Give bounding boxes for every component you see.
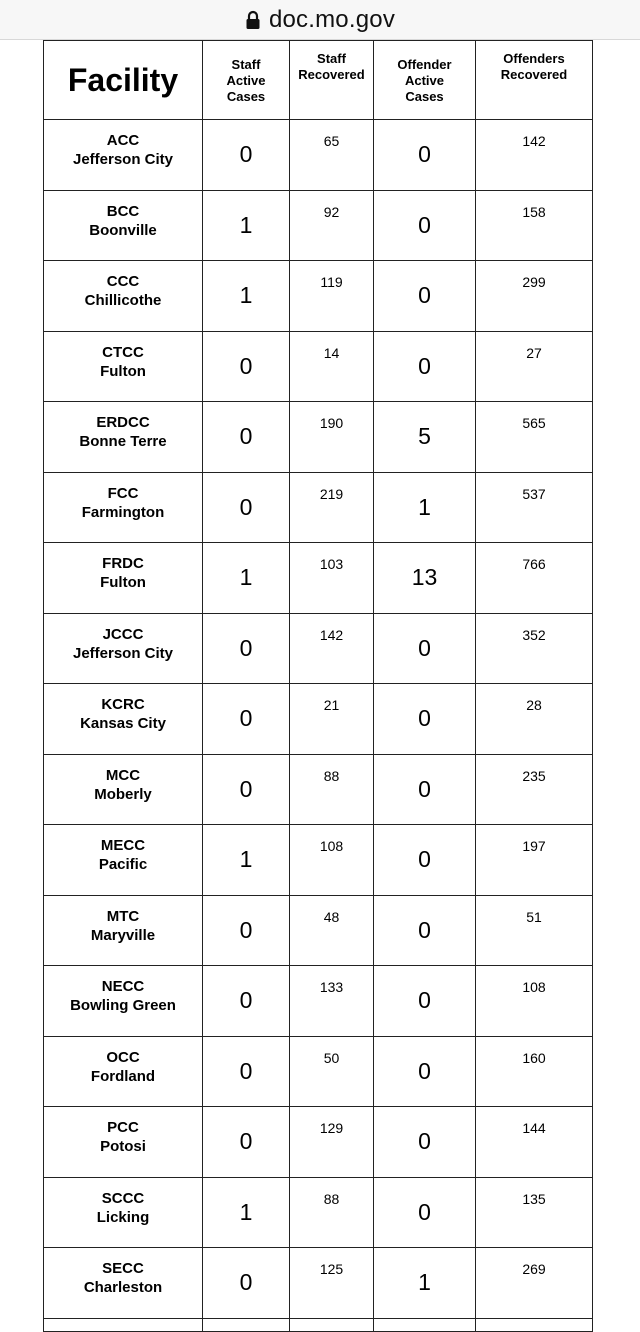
staff-recovered-cell: 133	[290, 966, 374, 1037]
facility-code: SCCC	[101, 1189, 145, 1207]
offenders-recovered-cell: 108	[476, 966, 593, 1037]
facility-city: Jefferson City	[72, 644, 174, 662]
staff-active-cases-cell: 0	[203, 1248, 290, 1319]
facility-code: MCC	[105, 766, 141, 784]
staff-recovered-cell: 125	[290, 1248, 374, 1319]
facility-cell	[44, 543, 203, 614]
offender-active-cases-cell: 0	[374, 684, 476, 755]
facility-cell	[44, 331, 203, 402]
offender-active-cases-cell: 1	[374, 1248, 476, 1319]
staff-recovered-cell: 129	[290, 1107, 374, 1178]
staff-recovered-cell: 92	[290, 190, 374, 261]
staff-recovered-cell: 88	[290, 754, 374, 825]
staff-active-cases-cell: 0	[203, 120, 290, 191]
table-row	[44, 402, 593, 473]
lock-icon	[245, 10, 261, 30]
table-row	[44, 1177, 593, 1248]
offender-active-cases-cell: 0	[374, 331, 476, 402]
table-row	[44, 1036, 593, 1107]
staff-active-cases-cell: 1	[203, 825, 290, 896]
staff-active-cases-cell: 1	[203, 261, 290, 332]
offender-active-cases-cell: 5	[374, 402, 476, 473]
facility-code: ACC	[106, 132, 140, 149]
facility-city: Pacific	[98, 856, 148, 873]
facility-cell	[44, 472, 203, 543]
staff-active-cases-cell: 1	[203, 543, 290, 614]
facility-code: FRDC	[102, 555, 144, 572]
staff-active-cases-cell: 0	[203, 402, 290, 473]
facility-code: BCC	[106, 202, 140, 220]
facility-cell	[44, 895, 203, 966]
staff-active-cases-cell: 0	[203, 966, 290, 1037]
facility-code: CTCC	[102, 343, 144, 361]
table-row	[44, 966, 593, 1037]
header-staff-active-cases: Staff Active Cases	[203, 41, 290, 120]
table-row	[44, 120, 593, 191]
staff-recovered-cell: 119	[290, 261, 374, 332]
facility-code: FCC	[107, 484, 139, 502]
offender-active-cases-cell: 0	[374, 966, 476, 1037]
facility-cell	[44, 261, 203, 332]
table-row	[44, 825, 593, 896]
staff-recovered-cell: 14	[290, 331, 374, 402]
url-text: doc.mo.gov	[268, 5, 396, 33]
staff-active-cases-cell: 0	[203, 1107, 290, 1178]
facility-code: MECC	[100, 837, 146, 854]
facility-code: OCC	[106, 1048, 140, 1066]
staff-recovered-cell: 190	[290, 402, 374, 473]
table-body	[44, 120, 593, 1332]
offender-active-cases-cell: 0	[374, 754, 476, 825]
staff-active-cases-cell: 1	[203, 190, 290, 261]
offenders-recovered-cell: 144	[476, 1107, 593, 1178]
offenders-recovered-cell: 352	[476, 613, 593, 684]
table-row	[44, 754, 593, 825]
facility-city: Fordland	[90, 1067, 156, 1085]
facility-city: Licking	[96, 1208, 150, 1226]
header-offenders-recovered: Offenders Recovered	[476, 41, 593, 120]
staff-active-cases-cell: 0	[203, 754, 290, 825]
header-facility: Facility	[44, 41, 203, 120]
table-row	[44, 261, 593, 332]
facility-code: JCCC	[102, 625, 144, 643]
staff-active-cases-cell: 0	[203, 613, 290, 684]
offender-active-cases-cell: 0	[374, 190, 476, 261]
facility-city: Charleston	[83, 1279, 163, 1296]
offender-active-cases-cell: 0	[374, 895, 476, 966]
offenders-recovered-cell: 299	[476, 261, 593, 332]
offenders-recovered-cell: 197	[476, 825, 593, 896]
staff-recovered-cell: 219	[290, 472, 374, 543]
facility-city: Fulton	[100, 574, 146, 591]
staff-active-cases-cell: 0	[203, 331, 290, 402]
facility-city: Boonville	[89, 221, 157, 239]
staff-active-cases-cell: 0	[203, 895, 290, 966]
offender-active-cases-cell: 0	[374, 1036, 476, 1107]
offenders-recovered-cell: 28	[476, 684, 593, 755]
staff-active-cases-cell: 1	[203, 1177, 290, 1248]
staff-recovered-cell: 50	[290, 1036, 374, 1107]
table-row	[44, 331, 593, 402]
table-row	[44, 1248, 593, 1319]
staff-active-cases-cell: 0	[203, 472, 290, 543]
staff-active-cases-cell: 0	[203, 684, 290, 755]
facility-cell	[44, 825, 203, 896]
header-staff-recovered: Staff Recovered	[290, 41, 374, 120]
facility-cell	[44, 613, 203, 684]
facility-cell	[44, 120, 203, 191]
facility-code: CCC	[106, 273, 140, 290]
facility-code: PCC	[107, 1119, 139, 1136]
table-row	[44, 543, 593, 614]
facility-city: Kansas City	[80, 715, 166, 732]
facility-cases-table-container	[43, 40, 592, 1332]
facility-city: Potosi	[100, 1138, 146, 1155]
facility-cell	[44, 684, 203, 755]
facility-city: Fulton	[100, 362, 146, 380]
offenders-recovered-cell: 160	[476, 1036, 593, 1107]
facility-city: Maryville	[90, 926, 156, 944]
offenders-recovered-cell: 135	[476, 1177, 593, 1248]
offenders-recovered-cell: 27	[476, 331, 593, 402]
staff-active-cases-cell: 0	[203, 1036, 290, 1107]
offenders-recovered-cell: 142	[476, 120, 593, 191]
offender-active-cases-cell: 0	[374, 825, 476, 896]
facility-city: Farmington	[81, 503, 165, 521]
table-row	[44, 895, 593, 966]
offender-active-cases-cell: 1	[374, 472, 476, 543]
table-row	[44, 1107, 593, 1178]
staff-recovered-cell: 21	[290, 684, 374, 755]
staff-recovered-cell: 103	[290, 543, 374, 614]
staff-recovered-cell: 142	[290, 613, 374, 684]
offender-active-cases-cell: 13	[374, 543, 476, 614]
facility-code: MTC	[106, 907, 140, 925]
offender-active-cases-cell: 0	[374, 1107, 476, 1178]
table-row-partial	[44, 1318, 593, 1331]
staff-recovered-cell: 65	[290, 120, 374, 191]
facility-code: KCRC	[101, 696, 145, 713]
facility-cell	[44, 1036, 203, 1107]
table-row	[44, 613, 593, 684]
offender-active-cases-cell: 0	[374, 120, 476, 191]
offenders-recovered-cell: 565	[476, 402, 593, 473]
facility-cell	[44, 1177, 203, 1248]
offenders-recovered-cell: 235	[476, 754, 593, 825]
table-row	[44, 684, 593, 755]
offenders-recovered-cell: 269	[476, 1248, 593, 1319]
offenders-recovered-cell: 51	[476, 895, 593, 966]
facility-code: ERDCC	[96, 414, 150, 431]
table-header-row	[44, 41, 593, 120]
table-row	[44, 190, 593, 261]
facility-cell	[44, 754, 203, 825]
facility-city: Moberly	[94, 785, 152, 803]
address-bar[interactable]	[0, 0, 640, 40]
staff-recovered-cell: 108	[290, 825, 374, 896]
header-offender-active-cases: Offender Active Cases	[374, 41, 476, 120]
offenders-recovered-cell: 766	[476, 543, 593, 614]
facility-city: Bowling Green	[70, 997, 176, 1014]
facility-cell	[44, 1107, 203, 1178]
offender-active-cases-cell: 0	[374, 261, 476, 332]
facility-cell	[44, 402, 203, 473]
offender-active-cases-cell: 0	[374, 1177, 476, 1248]
offenders-recovered-cell: 537	[476, 472, 593, 543]
facility-cell	[44, 966, 203, 1037]
facility-code: NECC	[101, 978, 145, 995]
facility-city: Jefferson City	[72, 151, 174, 168]
staff-recovered-cell: 88	[290, 1177, 374, 1248]
offender-active-cases-cell: 0	[374, 613, 476, 684]
offenders-recovered-cell: 158	[476, 190, 593, 261]
facility-cell	[44, 190, 203, 261]
table-row	[44, 472, 593, 543]
facility-cell	[44, 1248, 203, 1319]
facility-cases-table	[43, 40, 593, 1332]
staff-recovered-cell: 48	[290, 895, 374, 966]
facility-city: Chillicothe	[84, 292, 162, 309]
facility-city: Bonne Terre	[79, 433, 167, 450]
facility-code: SECC	[102, 1260, 144, 1277]
